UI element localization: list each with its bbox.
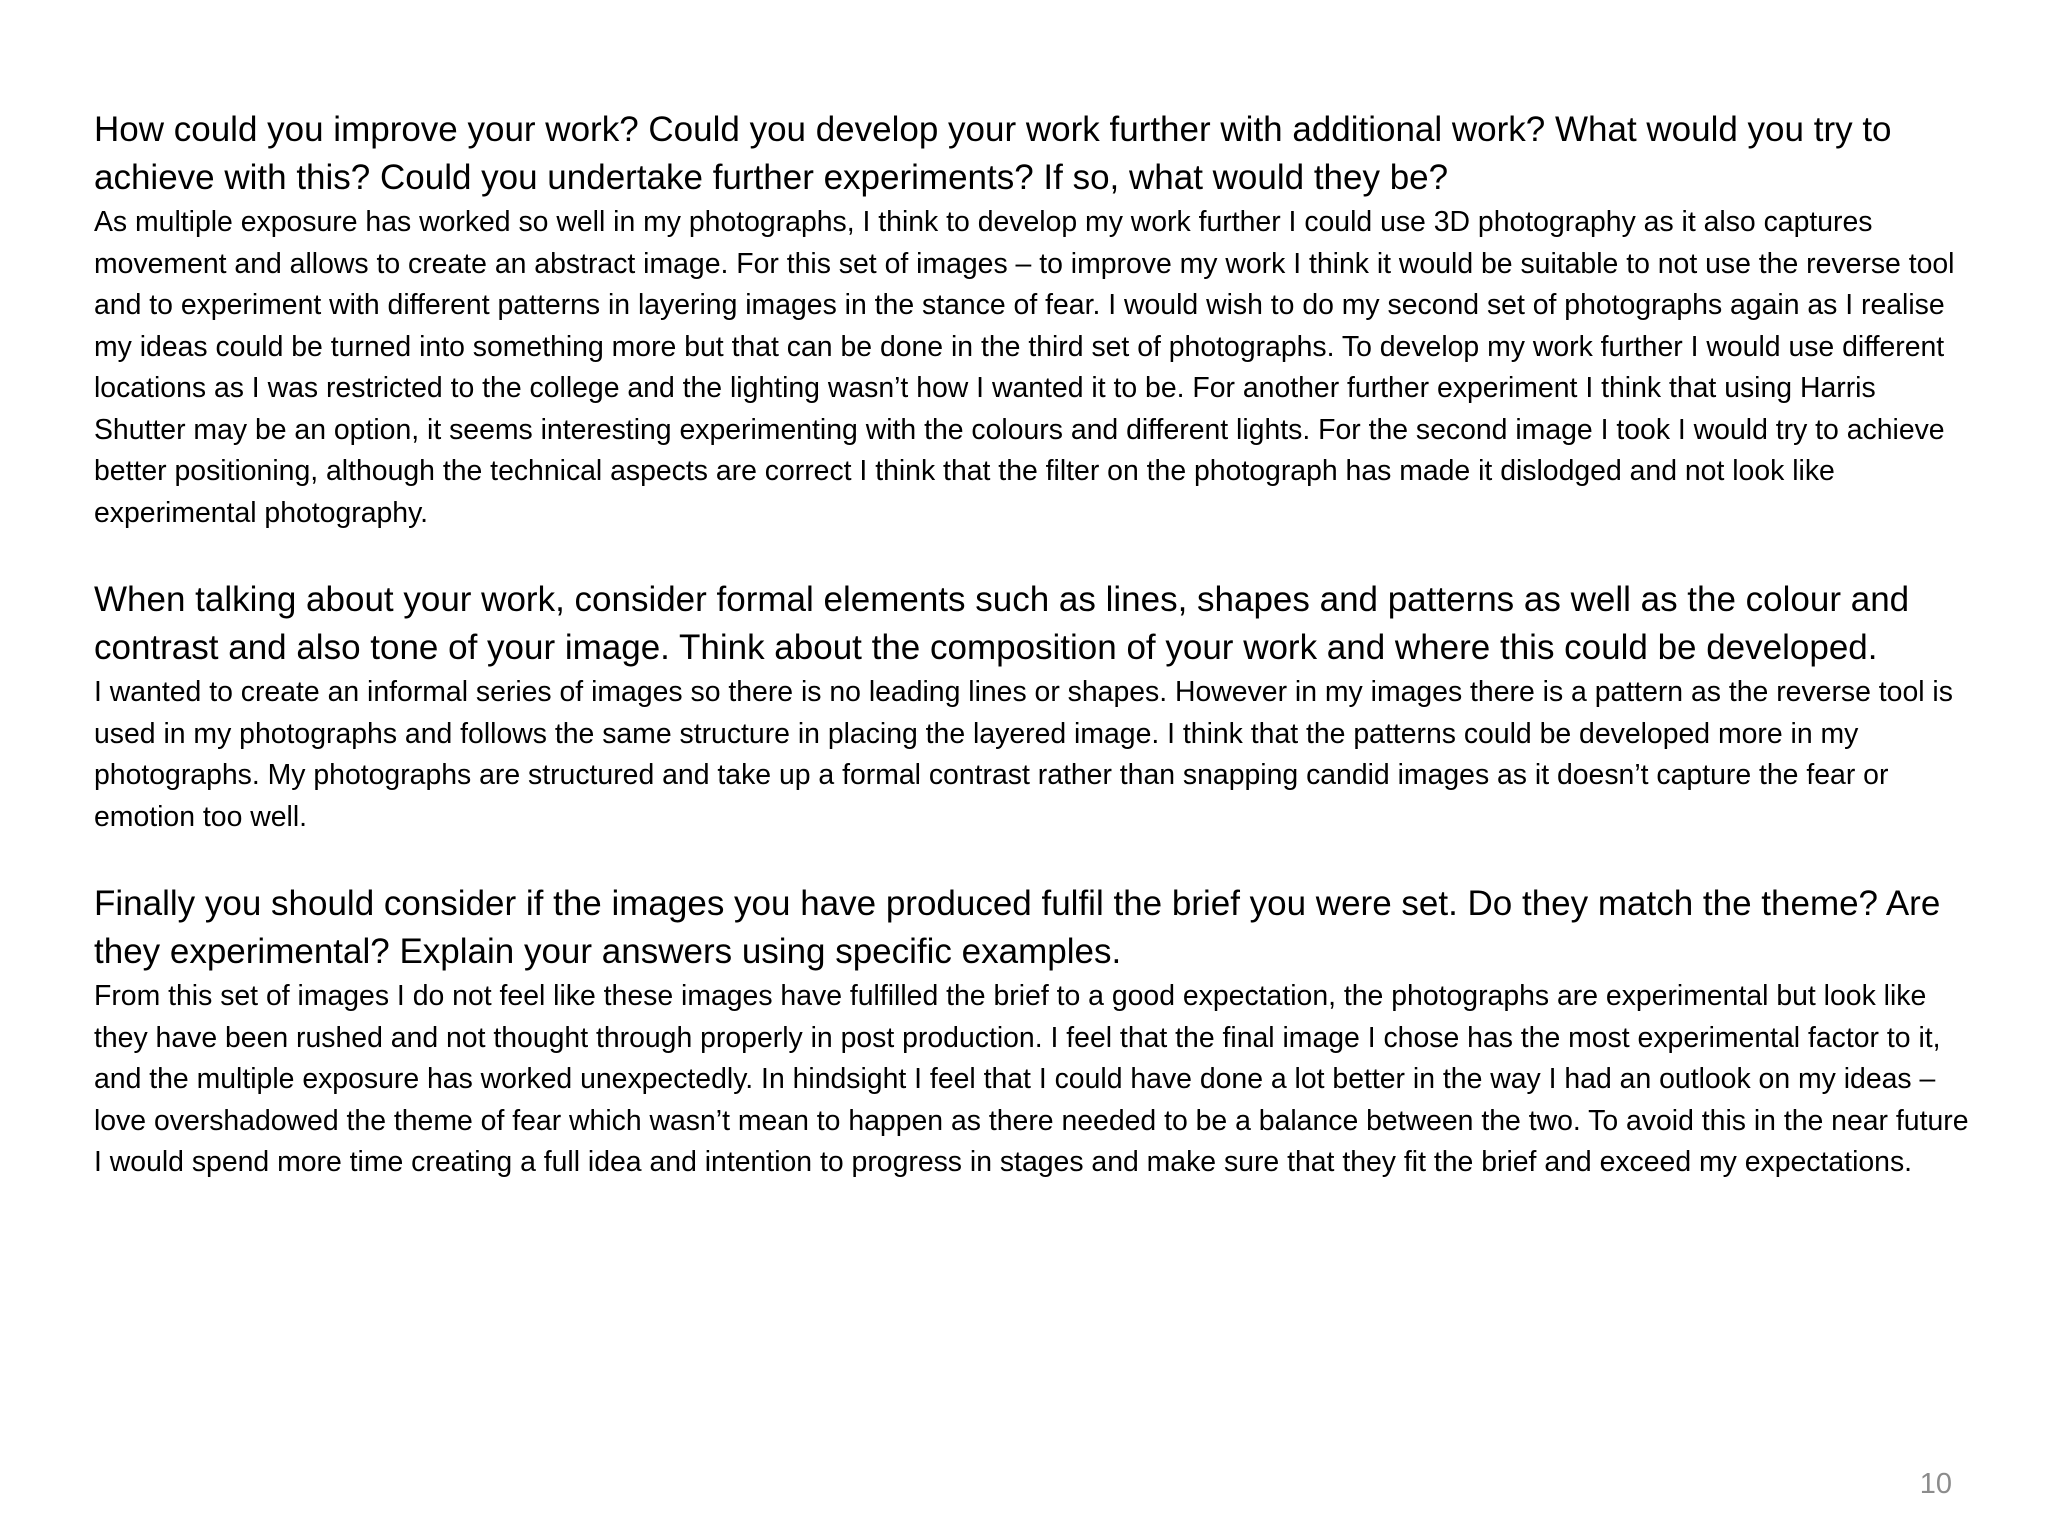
section-spacer: [94, 838, 1974, 880]
section-brief: [94, 880, 1974, 1184]
question-improvement: How could you improve your work? Could you develop your work further with additional work? What would you try to achieve with this? Could you undertake further experiments? If so, what would they be?: [94, 110, 1892, 197]
section-improvement: [94, 106, 1974, 534]
question-formal-elements: When talking about your work, consider formal elements such as lines, shapes and patterns as well as the colour and contrast and also tone of your image. Think about the composition of your work and where this could be developed.: [94, 580, 1910, 667]
question-brief: Finally you should consider if the images you have produced fulfil the brief you were set. Do they match the theme? Are they experimental? Explain your answers using specific examples.: [94, 884, 1941, 971]
section-spacer: [94, 534, 1974, 576]
answer-improvement: As multiple exposure has worked so well in my photographs, I think to develop my work further I could use 3D photography as it also captures movement and allows to create an abstract image. For this set of images – to improve my work I think it would be suitable to not use the reverse tool and to experiment with different patterns in layering images in the stance of fear. I would wish to do my second set of photographs again as I realise my ideas could be turned into something more but that can be done in the third set of photographs. To develop my work further I would use different locations as I was restricted to the college and the lighting wasn’t how I wanted it to be. For another further experiment I think that using Harris Shutter may be an option, it seems interesting experimenting with the colours and different lights. For the second image I took I would try to achieve better positioning, although the technical aspects are correct I think that the filter on the photograph has made it dislodged and not look like experimental photography.: [94, 206, 1955, 529]
answer-brief: From this set of images I do not feel like these images have fulfilled the brief to a good expectation, the photographs are experimental but look like they have been rushed and not thought through properly in post production. I feel that the final image I chose has the most experimental factor to it, and the multiple exposure has worked unexpectedly. In hindsight I feel that I could have done a lot better in the way I had an outlook on my ideas – love overshadowed the theme of fear which wasn’t mean to happen as there needed to be a balance between the two. To avoid this in the near future I would spend more time creating a full idea and intention to progress in stages and make sure that they fit the brief and exceed my expectations.: [94, 980, 1969, 1178]
slide-content: [94, 106, 1974, 1184]
page-number: 10: [1919, 1468, 1952, 1500]
answer-formal-elements: I wanted to create an informal series of images so there is no leading lines or shapes. However in my images there is a pattern as the reverse tool is used in my photographs and follows the same structure in placing the layered image. I think that the patterns could be developed more in my photographs. My photographs are structured and take up a formal contrast rather than snapping candid images as it doesn’t capture the fear or emotion too well.: [94, 676, 1953, 833]
section-formal-elements: [94, 576, 1974, 838]
